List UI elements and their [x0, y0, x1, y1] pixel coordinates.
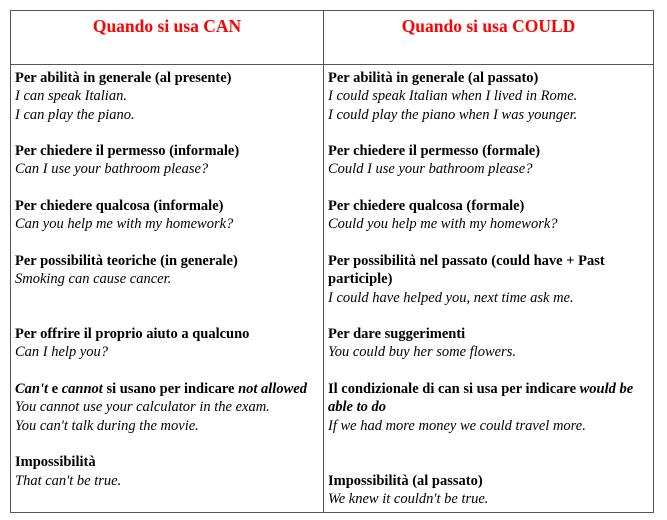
can-ability-example-2: I can play the piano. — [15, 106, 135, 123]
not-allowed-term: not allowed — [238, 381, 307, 398]
could-permission-heading: Per chiedere il permesso (formale) — [328, 143, 541, 160]
heading-part: e — [48, 381, 62, 398]
could-conditional-example: If we had more money we could travel more. — [328, 417, 586, 434]
can-request-heading: Per chiedere qualcosa (informale) — [15, 198, 224, 215]
can-ability-example-1: I can speak Italian. — [15, 88, 127, 105]
could-impossibility-example: We knew it couldn't be true. — [328, 490, 489, 507]
could-permission-entry — [328, 142, 649, 179]
could-suggestion-entry — [328, 325, 649, 362]
can-ability-heading: Per abilità in generale (al presente) — [15, 70, 232, 86]
could-possibility-heading: Per possibilità nel passato (could have + Past participle) — [328, 252, 605, 288]
could-request-entry — [328, 197, 649, 234]
could-ability-example-1: I could speak Italian when I lived in Rome. — [328, 88, 578, 105]
could-ability-heading: Per abilità in generale (al passato) — [328, 70, 539, 86]
can-column — [11, 65, 324, 513]
can-permission-heading: Per chiedere il permesso (informale) — [15, 143, 240, 160]
could-suggestion-heading: Per dare suggerimenti — [328, 326, 466, 343]
can-offer-example: Can I help you? — [15, 344, 109, 361]
can-could-table — [10, 10, 654, 513]
can-not-allowed-heading — [15, 380, 319, 398]
heading-part: si usano per indicare — [102, 381, 239, 398]
could-conditional-heading — [328, 380, 649, 417]
header-row — [11, 11, 654, 65]
can-permission-entry — [15, 142, 319, 179]
could-suggestion-example: You could buy her some flowers. — [328, 344, 516, 361]
cannot-term: cannot — [61, 381, 103, 398]
would-be-able-term: would be able to do — [328, 381, 634, 416]
can-not-allowed-example-2: You can't talk during the movie. — [15, 417, 199, 434]
could-impossibility-entry — [328, 472, 649, 509]
header-can: Quando si usa CAN — [11, 11, 324, 65]
can-offer-entry — [15, 325, 319, 362]
could-impossibility-heading: Impossibilità (al passato) — [328, 472, 483, 489]
could-request-example: Could you help me with my homework? — [328, 216, 558, 233]
can-offer-heading: Per offrire il proprio aiuto a qualcuno — [15, 326, 250, 343]
can-impossibility-entry — [15, 453, 319, 490]
header-could: Quando si usa COULD — [324, 11, 654, 65]
could-ability-entry — [328, 69, 649, 124]
heading-part: Il condizionale di can si usa per indicare — [328, 381, 580, 398]
could-possibility-entry — [328, 252, 649, 307]
could-permission-example: Could I use your bathroom please? — [328, 161, 533, 178]
can-ability-entry — [15, 69, 319, 124]
cant-term: Can't — [15, 381, 49, 398]
can-permission-example: Can I use your bathroom please? — [15, 161, 209, 178]
could-possibility-example: I could have helped you, next time ask me. — [328, 289, 574, 306]
can-not-allowed-example-1: You cannot use your calculator in the exam. — [15, 399, 270, 416]
could-request-heading: Per chiedere qualcosa (formale) — [328, 198, 525, 215]
can-possibility-example: Smoking can cause cancer. — [15, 271, 172, 288]
could-ability-example-2: I could play the piano when I was younger. — [328, 106, 578, 123]
content-row — [11, 65, 654, 513]
can-possibility-heading: Per possibilità teoriche (in generale) — [15, 252, 238, 269]
can-impossibility-example: That can't be true. — [15, 472, 122, 489]
can-not-allowed-entry — [15, 380, 319, 435]
can-possibility-entry — [15, 252, 319, 289]
could-column — [324, 65, 654, 513]
could-conditional-entry — [328, 380, 649, 435]
can-impossibility-heading: Impossibilità — [15, 454, 96, 471]
can-request-example: Can you help me with my homework? — [15, 216, 234, 233]
can-request-entry — [15, 197, 319, 234]
